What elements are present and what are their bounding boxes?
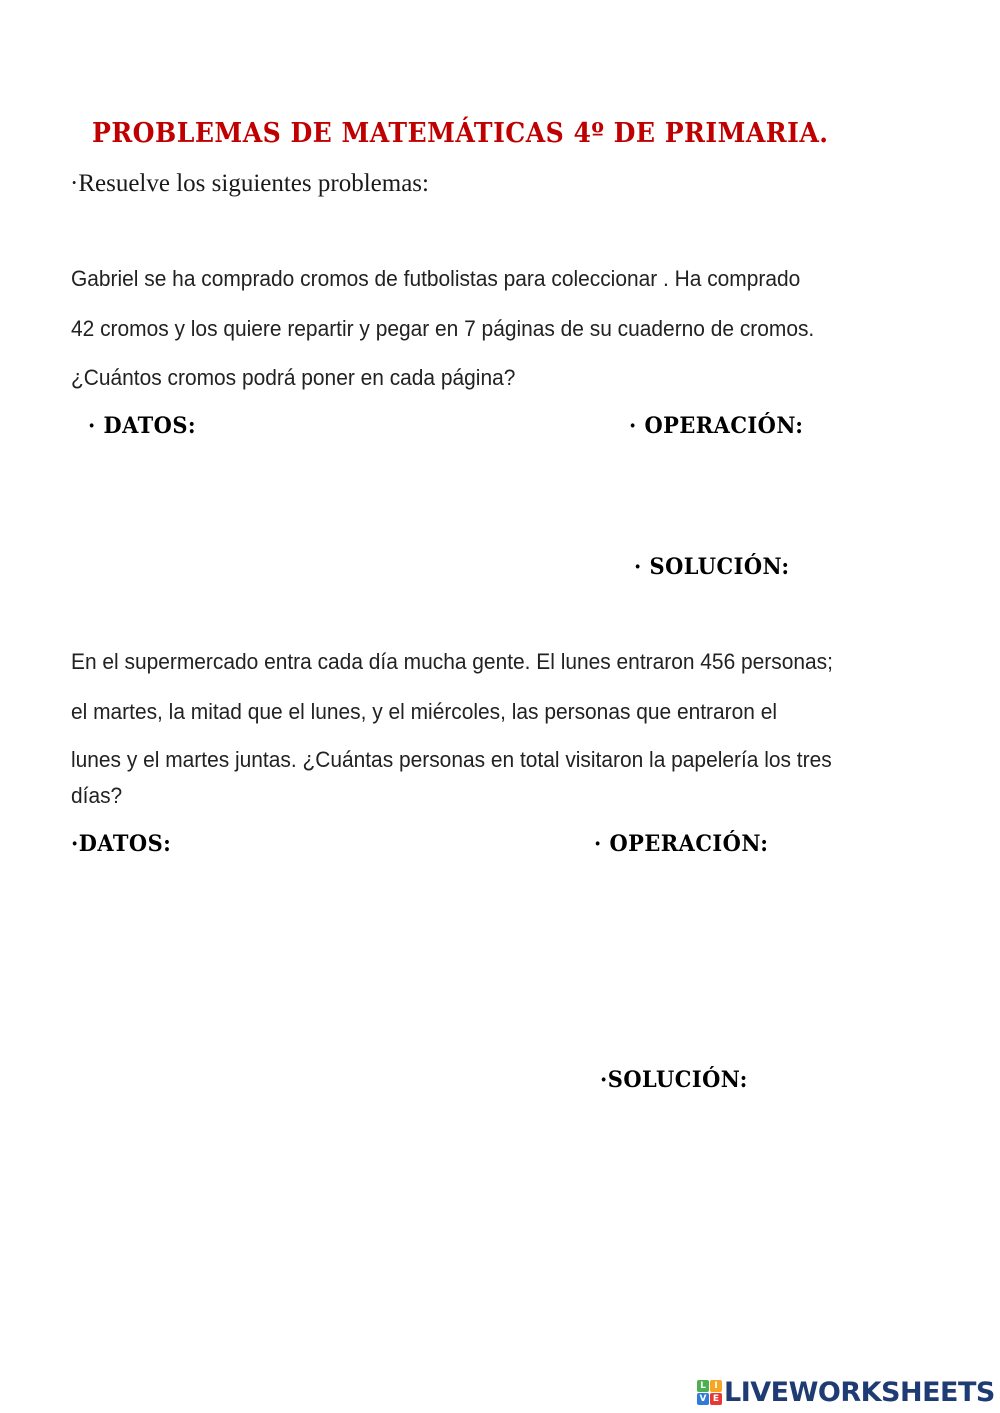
problem-1-line-3: ¿Cuántos cromos podrá poner en cada página? [71, 365, 516, 390]
problem-2-line-2: el martes, la mitad que el lunes, y el miércoles, las personas que entraron el [71, 699, 778, 724]
logo-tile-v: V [697, 1393, 709, 1405]
instruction-text: ·Resuelve los siguientes problemas: [70, 170, 429, 197]
problem-1-solucion-heading: · SOLUCIÓN: [634, 554, 790, 580]
problem-1-line-1: Gabriel se ha comprado cromos de futbolistas para coleccionar . Ha comprado [71, 266, 801, 291]
problem-2-solucion-heading: ·SOLUCIÓN: [600, 1067, 748, 1093]
logo-tile-l: L [697, 1380, 709, 1392]
liveworksheets-logo [697, 1379, 995, 1406]
worksheet-title: PROBLEMAS DE MATEMÁTICAS 4º DE PRIMARIA. [92, 118, 829, 149]
problem-2-line-1: En el supermercado entra cada día mucha gente. El lunes entraron 456 personas; [71, 649, 833, 674]
logo-text: LIVEWORKSHEETS [724, 1377, 995, 1408]
logo-tile-e: E [710, 1393, 722, 1405]
logo-tile-i: I [710, 1380, 722, 1392]
problem-1-operacion-heading: · OPERACIÓN: [629, 413, 804, 439]
problem-1-line-2: 42 cromos y los quiere repartir y pegar en 7 páginas de su cuaderno de cromos. [71, 316, 815, 341]
logo-tiles-icon [697, 1380, 722, 1405]
problem-2-datos-heading: ·DATOS: [71, 831, 172, 857]
problem-1-datos-heading: · DATOS: [88, 413, 197, 439]
problem-2-operacion-heading: · OPERACIÓN: [594, 831, 769, 857]
problem-2-line-4: días? [71, 783, 123, 808]
problem-2-line-3: lunes y el martes juntas. ¿Cuántas personas en total visitaron la papelería los tres [71, 747, 832, 772]
